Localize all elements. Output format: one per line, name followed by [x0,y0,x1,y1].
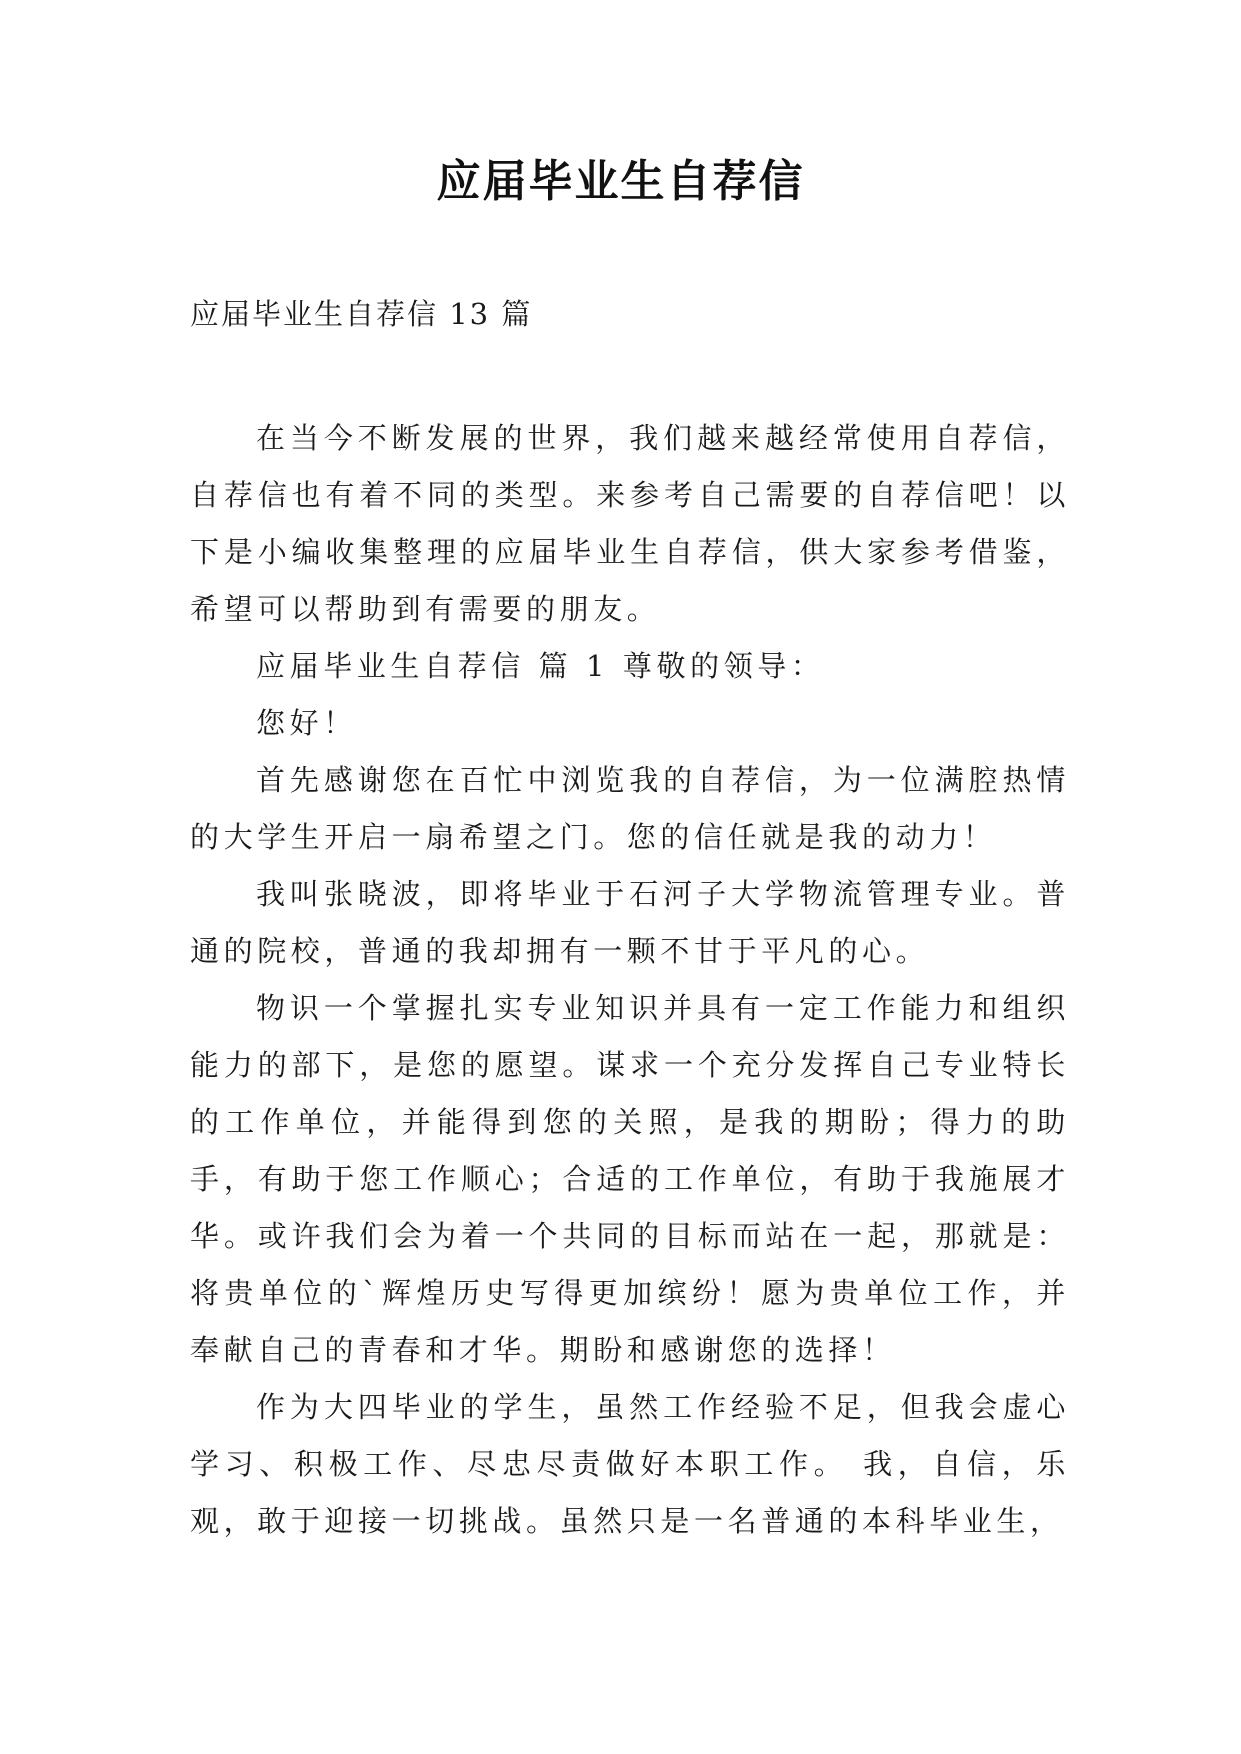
paragraph-greeting: 您好！ [256,706,357,740]
paragraph-letter-heading: 应届毕业生自荐信 篇 1 尊敬的领导： [256,649,825,683]
paragraph-self-intro: 我叫张晓波，即将毕业于石河子大学物流管理专业。普通的院校，普通的我却拥有一颗不甘于平凡的心。 [190,877,1070,968]
document-title: 应届毕业生自荐信 [436,156,805,207]
paragraph-intro: 在当今不断发展的世界，我们越来越经常使用自荐信，自荐信也有着不同的类型。来参考自己需要的自荐信吧！以下是小编收集整理的应届毕业生自荐信，供大家参考借鉴，希望可以帮助到有需要的朋友。 [190,421,1070,626]
paragraph-aspiration: 物识一个掌握扎实专业知识并具有一定工作能力和组织能力的部下，是您的愿望。谋求一个充分发挥自己专业特长的工作单位，并能得到您的关照，是我的期盼；得力的助手，有助于您工作顺心；合适的工作单位，有助于我施展才华。或许我们会为着一个共同的目标而站在一起，那就是：将贵单位的`辉煌历史写得更加缤纷！愿为贵单位工作，并奉献自己的青春和才华。期盼和感谢您的选择！ [190,991,1070,1367]
letter-body [190,410,1070,1550]
paragraph-thanks: 首先感谢您在百忙中浏览我的自荐信，为一位满腔热情的大学生开启一扇希望之门。您的信任就是我的动力！ [190,763,1070,854]
paragraph-experience: 作为大四毕业的学生，虽然工作经验不足，但我会虚心学习、积极工作、尽忠尽责做好本职工作。 我，自信，乐观，敢于迎接一切挑战。虽然只是一名普通的本科毕业生， [190,1390,1070,1538]
document-subtitle: 应届毕业生自荐信 13 篇 [190,297,533,331]
